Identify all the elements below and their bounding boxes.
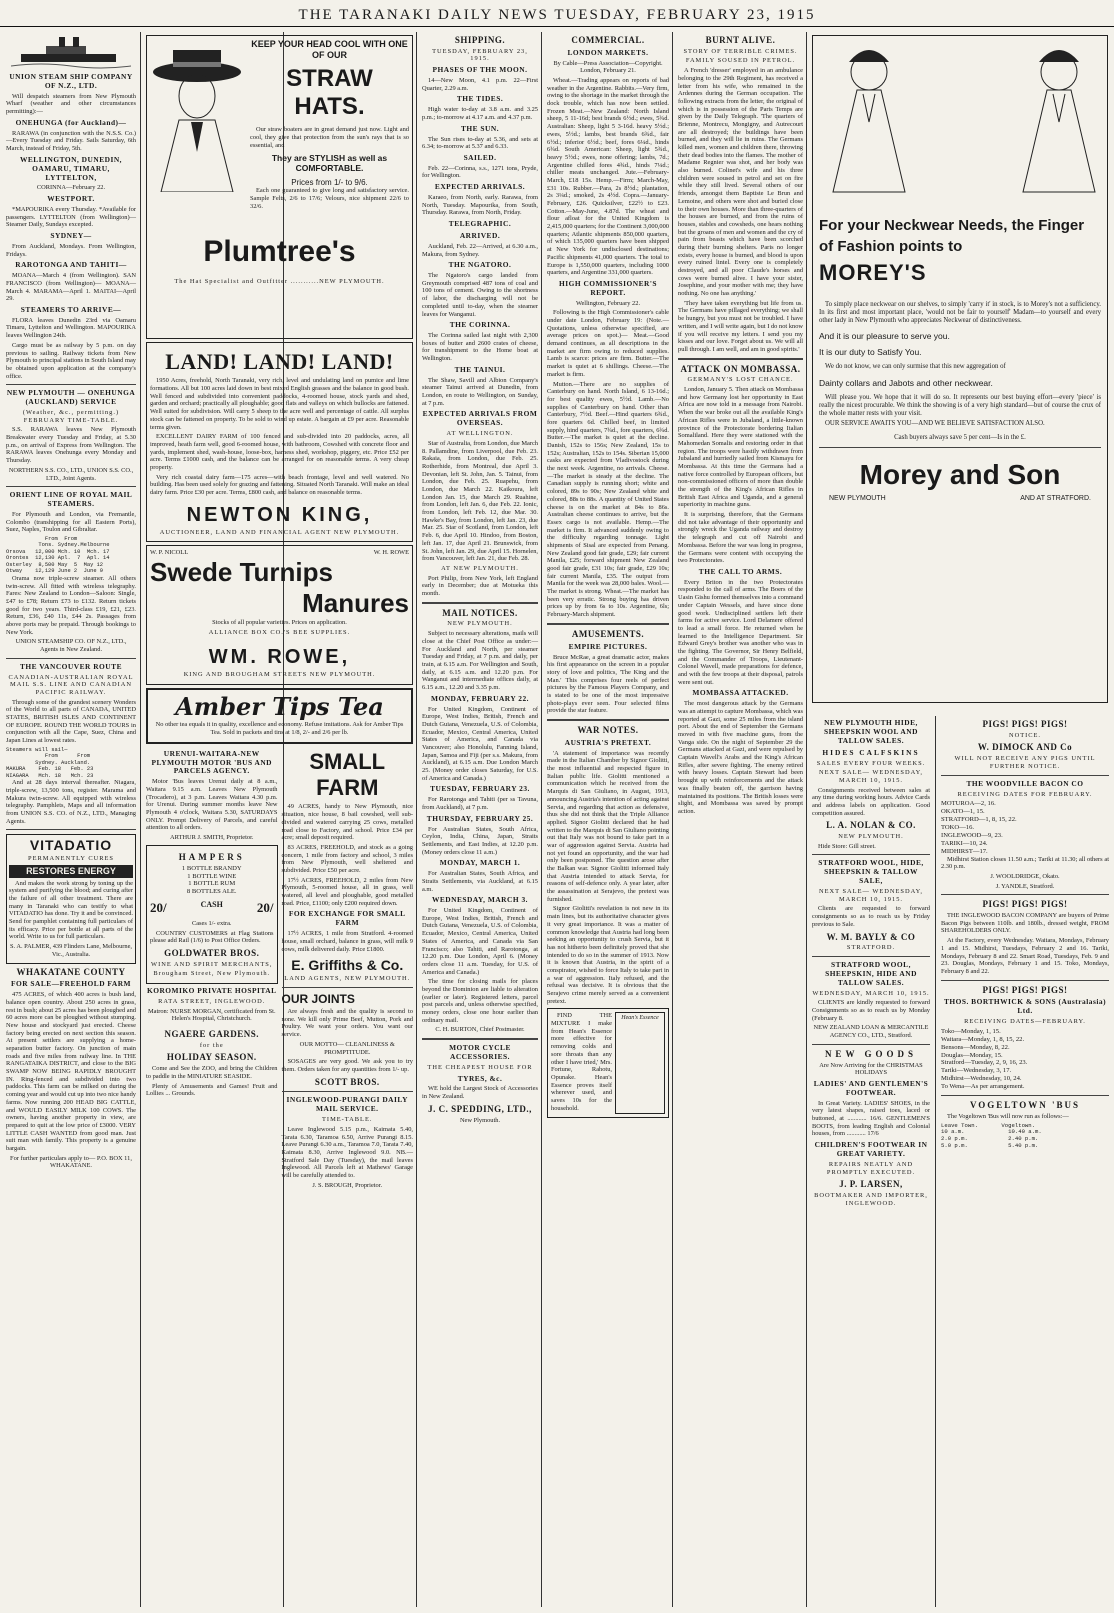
morey-new-plymouth: NEW PLYMOUTH <box>829 495 886 503</box>
cargo-text: Cargo must be as railway by 5 p.m. on day previous to sailing. Railway tickets from New Plymouth to principal stations in South Island may be obtained upon application at the company's office. <box>6 341 136 380</box>
divider <box>282 987 414 988</box>
divider <box>941 894 1109 895</box>
column-rule <box>935 716 936 1607</box>
austria-text2: Signor Giolitti's revelation is not new in its main lines, but its authoritative character gives it very great importance. It was a matter of common knowledge that Austria had long been seeking an opportunity to crush Servia, but it has not hitherto been definitely proved that she intended to do so in the summer of 1913. Now it is known that Austria, in the spirit of a conspirator, wished to force Italy to take part in a war of aggression. Italy refused, and the refusal was decisive. It is obvious that the Serajevo crime merely served as a convenient pretext. <box>547 905 669 1005</box>
nolan-title: L. A. NOLAN & CO. <box>826 820 916 831</box>
rarotonga-text: MOANA—March 4 (from Wellington). SAN FRANCISCO (from Wellington)— MOANA—March 4. MARAMA—April 1. MAITAI—April 29. <box>6 272 136 303</box>
bayly-address: STRATFORD. <box>846 944 896 952</box>
heans-essence-ad <box>547 1008 669 1118</box>
land-text3: Very rich coastal dairy farm—175 acres—with beach frontage, level and well watered. No building. Has been used solely for grazing and fattening. Situated North Taranaki. Will make an ideal dairy farm. Price £30 per acre. Terms, £800 cash, and balance on reasonable terms. <box>150 473 409 497</box>
divider <box>422 1038 538 1040</box>
sailed-heading: SAILED. <box>463 152 497 162</box>
whakatane-heading: WHAKATANE COUNTY <box>16 966 126 977</box>
ngaere-for: for the <box>199 1041 224 1049</box>
london-text: Wheat.—Trading appears on reports of bad weather in the Argentine. Rabbits.—Very firm, owing to the shortage in the market through the dock trouble, which has now been settled. Frozen Meat.—New Zealand: North Island sheep, 5 11-16d; best brands 6½d.; ewes, 5¾d. Australian: Sheep, light 5 3-16d. heavy 5½d.; ewes, 5½d.; lambs, best brands 6¾d., fair 6½d.; inferior 6½d.; beef, fores 6¼d., hinds 6¾d. South American: Sheep, light 5¾d., heavy 5½d.; ewes, none offering; lambs, 7d.; Argentine chilled fores 4¾d., hinds 7¼d.; chiller meats unchanged. Jute.—February-March, £18 15s. Hemp.—Firm; March-May, £31 10s. Rubber.—Para, 2s 8½d.; plantation, 2s 3¼d.; smoked, 2s 4½d. Copra.—January-February, £26. Quicksilver, £22½ to £23. Cotton.—May-June, 4.87d. The wheat and flour afloat for the United Kingdom is 2,415,000 quarters; for the Continent 3,000,000 quarters; Atlantic shipments 850,000 quarters, of which 135,000 quarters have been shipped at New York for undisclosed destinations; Pacific shipments 41,000 quarters. The total to Europe is 1,550,000 quarters, including 1000 quarters, and Argentine 331,000 quarters. <box>547 77 669 277</box>
wednesday-text: For United Kingdom, Continent of Europe, West Indies, British, French and Dutch Guiana, Venezuela, U.S. of Colombia, Ecuador, Mexico, Central America, United States of America, and Canada via San Francisco; also Tahiti, and Rarotonga, at 12.20 p.m. Due London, April 6. (Money orders close 11 a.m. Tuesday, for U.S. of America and Canada.) <box>422 907 538 976</box>
thursday-heading: THURSDAY, FEBRUARY 25. <box>426 813 534 823</box>
morey-name: MOREY'S <box>819 260 927 286</box>
column-rule <box>140 32 141 1607</box>
lower-ads <box>146 747 413 1192</box>
vitadatio-banner: RESTORES ENERGY <box>9 865 133 878</box>
straw-title: STRAW HATS. <box>286 64 373 121</box>
divider <box>547 719 669 721</box>
new-goods-sub: Are Now Arriving for the CHRISTMAS HOLIDAYS <box>819 1061 923 1077</box>
exchange-heading: FOR EXCHANGE FOR SMALL FARM <box>288 909 406 928</box>
ngaere-heading: NGAERE GARDENS. <box>164 1029 259 1039</box>
orient-heading: ORIENT LINE OF ROYAL MAIL STEAMERS. <box>9 490 133 509</box>
monday-text: For United Kingdom, Continent of Europe, West Indies, British, French and Dutch Guiana, Venezuela, U.S. of Colombia, Ecuador, Mexico, Central America, United States of America, and Canada via Vancouver; also Honolulu, Fanning Island, Japan, Samoa and Fiji (per s.s. Makura, from Auckland), at 6.15 a.m. Due London March 25. (Money order closes Saturday, for U.S. of America and Canada.) <box>422 705 538 782</box>
land-text: 1950 Acres, freehold, North Taranaki, very rich, level and undulating land on pumice and lime formations. All but 100 acres laid down in best mixed English grasses and the balance in good bush. Well fenced and subdivided into convenient paddocks, 4-roomed house, stock yards and shed, garden and orchard; practically all ploughable; good flats and valleys on which bullocks are fattened. Well suited for subdivision. Will carry 5 sheep to the acre well and percentage of cattle. All surplus stock can be fattened on property. To be sold to wind up estate. A bargain at £9 per acre. Reasonable terms given. <box>150 377 409 431</box>
notice-text: NOTICE. <box>1008 731 1042 739</box>
straw-hats-copy <box>250 39 409 210</box>
cases-text: Cases 1/- extra. <box>191 919 232 927</box>
high-commissioner-date: Wellington, February 22. <box>575 299 641 307</box>
divider <box>422 602 538 604</box>
nz-loan-text: NEW ZEALAND LOAN & MERCANTILE AGENCY CO., LTD., Stratford. <box>813 1024 929 1040</box>
brough-signature: J. S. BROUGH, Proprietor. <box>312 1181 383 1189</box>
union-text: Will despatch steamers from New Plymouth Wharf (weather and other circumstances permitting):— <box>6 92 136 116</box>
war-notes-heading: WAR NOTES. <box>577 725 639 736</box>
straw-text: Our straw boaters are in great demand just now. Light and cool, they give that protection from the sun's rays that is so essential, and <box>250 126 409 149</box>
spedding-title: J. C. SPEDDING, LTD., <box>428 1103 532 1114</box>
morey-text: To simply place neckwear on our shelves, to simply 'carry it' in stock, is to Morey's not a sufficiency. In its first and most important place, 'would not be fair to yourself' Madam—to yourself and every other lady in New Plymouth who appreciates Neckwear of distinctiveness. <box>819 300 1101 324</box>
matron-text: Matron: NURSE MORGAN, certificated from St. Helen's Hospital, Christchurch. <box>147 1007 276 1023</box>
column-shipping-news <box>418 32 542 1609</box>
shipping-heading: SHIPPING. <box>454 35 506 45</box>
vancouver-text2: And at 28 days interval thereafter. Niagara, triple-screw, 13,500 tons, register. Marama and Makura twin-screw. All equipped with wireless telegraphy. Pamphlets, Maps and all information from UNION S.S. CO. of N.Z., LTD., Managing Agents. <box>6 779 136 825</box>
land-ad <box>146 342 413 542</box>
borthwick-sub: RECEIVING DATES—FEBRUARY. <box>964 1018 1086 1026</box>
burnt-heading: BURNT ALIVE. <box>705 35 776 45</box>
rowe-title: WM. ROWE, <box>208 645 351 668</box>
straw-price: Prices from 1/- to 9/6. <box>291 177 368 187</box>
vancouver-sub: CANADIAN-AUSTRALIAN ROYAL MAIL S.S. LINE AND CANADIAN PACIFIC RAILWAY. <box>8 673 134 697</box>
onehunga-service-sub: (Weather, &c., permitting.) FEBRUARY TIME-TABLE. <box>22 409 120 424</box>
alliance-text: ALLIANCE BOX CO.'S BEE SUPPLIES. <box>208 629 351 637</box>
column-pigs-ads <box>937 716 1113 1609</box>
onehunga-service-text: S.S. RARAWA leaves New Plymouth Breakwater every Tuesday and Friday, at 5.30 p.m., on arrival of Express from Wellington. The RARAWA leaves Onehunga every Monday and Thursday. <box>6 426 136 465</box>
sydney-text: From Auckland, Mondays. From Wellington, Fridays. <box>6 242 136 258</box>
scott-bros: SCOTT BROS. <box>314 1076 380 1087</box>
land-text2: EXCELLENT DAIRY FARM of 100 fenced and sub-divided into 20 paddocks, acres, all improved, heath farm well, good 6-roomed house, with bathroom, Cowshed with concrete floor and yards, implement shed, wash-house, loose-box, harness shed, workshop, piggery, etc. Price £52 per acre. Terms £1000 cash, and the balance can be arranged for on reasonable terms. A very cheap property. <box>150 433 409 471</box>
newton-king-sub: AUCTIONEER, LAND AND FINANCIAL AGENT NEW PLYMOUTH. <box>159 528 400 536</box>
inglewood-bacon-text: THE INGLEWOOD BACON COMPANY are buyers of Prime Bacon Pigs between 110lb. and 180lb., dressed weight, FROM SHAREHOLDERS ONLY. <box>941 912 1109 935</box>
hamper-list: 1 BOTTLE BRANDY 1 BOTTLE WINE 1 BOTTLE RUM 8 BOTTLES ALE. <box>181 864 242 896</box>
hide-sales-frequency: SALES EVERY FOUR WEEKS. <box>816 759 926 767</box>
thursday-text: For Australian States, South Africa, Ceylon, India, China, Japan, Straits Settlements, and East Indies, at 12.20 p.m. (Money orders close 11 a.m.) <box>422 825 538 856</box>
lower-ads-right <box>282 747 414 1192</box>
price-right: 20/ <box>256 900 274 916</box>
london-heading: LONDON MARKETS. <box>567 47 649 57</box>
stratford-text: Clients are requested to forward consignments so as to reach us by Friday previous to Sale. <box>812 905 930 928</box>
vogeltown-table: Leave Town. Vogeltown. 10 a.m. 10.40 a.m. 2.0 p.m. 2.40 p.m. 5.0 p.m. 5.40 p.m. <box>941 1121 1042 1149</box>
goldwater-sub: WINE AND SPIRIT MERCHANTS, <box>151 960 273 968</box>
arrived-heading: ARRIVED. <box>459 230 501 240</box>
vitadatio-text: And makes the work strong by toning up the system and purifying the blood; and curing after the failure of all other treatment. There are many in Taranaki who can testify to what VITADATIO has done. Try it and be convinced. Send for pamphlet containing full particulars of its efficacy. Price per bottle at all parts of the world. Write to us for full particulars. <box>9 879 133 941</box>
inglewood-sub: TIME-TABLE. <box>322 1116 373 1124</box>
holiday-heading: HOLIDAY SEASON. <box>166 1052 257 1063</box>
mombasa-text: London, January 5. Then attack on Mombassa and how Germany lost her opportunity in East Africa are now told in a message from Nairobi. When the war broke out all the available King's African Rifles were in Jubaland, a little-known province of the Protectorate bordering Italian Somaliland. Here they were stationed with the Mahomedan Somalis and restoring order in that region. The troops were hastily withdrawn from Jubaland and hurriedly sailed from Kismayu for Mombassa. At this time the Germans had a native force controlled by European officers, but non-commissioned officers of more than double the strength of the King's African Rifles in British East Africa and Uganda, and a general superiority in machine guns. <box>678 386 803 509</box>
mombasa-heading: ATTACK ON MOMBASSA. <box>680 363 801 374</box>
sailed-text: Feb. 22—Corinna, s.s., 1271 tons, Pryde, for Wellington. <box>422 164 538 180</box>
morey-pleasure: And it is our pleasure to serve you. <box>819 331 950 342</box>
morey-ad <box>808 32 1112 712</box>
tides-text: High water to-day at 3.8 a.m. and 3.25 p.m.; to-morrow at 4.17 a.m. and 4.37 p.m. <box>422 106 538 121</box>
straw-fit: Each one guaranteed to give long and satisfactory service. Sample Felts, 2/6 to 17/6; Velours, nice shipment 22/6 to 32/6. <box>250 187 409 210</box>
hide-text: Consignments received between sales at any time during working hours. Advice Cards and address labels on application. Good competition assured. <box>812 786 930 817</box>
children-footwear: CHILDREN'S FOOTWEAR IN GREAT VARIETY. <box>814 1140 928 1159</box>
joints-text: Are always fresh and the quality is second to none. We kill only Prime Beef, Mutton, Pork and Poultry. We want your orders. You want our service. <box>281 1008 413 1039</box>
motor-tyres: TYRES, &c. <box>457 1073 503 1083</box>
nolan-store: Hide Store: Gill street. <box>818 842 876 850</box>
motor-text: WE hold the Largest Stock of Accessories in New Zealand. <box>422 1085 538 1101</box>
tides-heading: THE TIDES. <box>456 94 504 104</box>
union-heading: UNION STEAM SHIP COMPANY OF N.Z., LTD. <box>9 72 133 90</box>
stratford-sale-heading: STRATFORD WOOL, HIDE, SHEEPSKIN & TALLOW SALE, <box>818 858 924 886</box>
morey-service: OUR SERVICE AWAITS YOU—AND WE BELIEVE SATISFACTION ALSO. <box>825 420 1045 428</box>
wednesday-heading: WEDNESDAY, MARCH 3. <box>431 895 528 905</box>
hides-calfskins: HIDES CALFSKINS <box>822 747 920 757</box>
motto-text: OUR MOTTO— CLEANLINESS & PROMPTITUDE. <box>299 1040 395 1056</box>
goldwater-address: Brougham Street, New Plymouth. <box>153 970 271 978</box>
divider <box>941 775 1109 776</box>
vitadatio-sub: PERMANENTLY CURES <box>28 855 114 863</box>
mombasa-sub: GERMANY'S LOST CHANCE. <box>687 376 794 384</box>
motor-heading: MOTOR CYCLE ACCESSORIES. <box>449 1043 511 1061</box>
larsen-title: J. P. LARSEN, <box>839 1179 903 1190</box>
corinna-text: The Corinna sailed last night with 2,300 boxes of butter and 2600 crates of cheese, for transhipment to the Home boat at Wellington. <box>422 332 538 363</box>
rowe-ad <box>146 545 413 684</box>
stratford-wool-text: CLIENTS are kindly requested to forward Consignments so as to reach us by Monday (February 8. <box>812 999 930 1022</box>
moon-heading: PHASES OF THE MOON. <box>432 65 528 75</box>
wellington-text: CORINNA—February 22. <box>36 184 106 192</box>
rarotonga-heading: RAROTONGA AND TAHITI— <box>15 260 127 270</box>
griffiths-sub: LAND AGENTS, NEW PLYMOUTH. <box>284 975 411 983</box>
lower-ads-left <box>146 747 278 1192</box>
goldwater-title: GOLDWATER BROS. <box>164 947 260 958</box>
onehunga-heading: ONEHUNGA (for Auckland)— <box>15 117 127 127</box>
empire-text: Bruce McRae, a great dramatic actor, makes his first appearance on the screen in a popular story of love and politics, 'The King and the Man.' This comprises four reels of perfect pictures by the Famous Players Company, and is stated to be one of the most impressive photo-plays ever seen. Four selected films provide the star feature. <box>547 653 669 715</box>
small-farm-17: 17½ ACRES, FREEHOLD, 2 miles from New Plymouth, 5-roomed house, all in grass, well watered, all level and ploughable, good metalled road. Price, £1100; only £200 required down. <box>281 876 413 907</box>
borthwick-list: Toko—Monday, 1, 15. Waitara—Monday, 1, 8, 15, 22. Bensons—Monday, 8, 22. Douglas—Monday, 15. Stratford—Tuesday, 2, 9, 16, 23. Tariki—Wednesday, 3, 17. Midhirst—Wednesday, 10, 24. To Wena—As per arrangement. <box>941 1027 1028 1091</box>
column-advertisements <box>142 32 417 1609</box>
london-cable: By Cable—Press Association—Copyright. London, February 21. <box>553 59 663 75</box>
vogeltown-heading: VOGELTOWN 'BUS <box>969 1100 1081 1111</box>
bayly-title: W. M. BAYLY & CO <box>826 931 916 942</box>
westport-text: *MAPOURIKA every Thursday. *Available for passengers. LYTTELTON (from Wellington)— Steamer Daily, Sundays excepted. <box>6 205 136 229</box>
morey-stratford: AND AT STRATFORD. <box>1020 495 1091 503</box>
pigs-heading: PIGS! PIGS! PIGS! <box>982 719 1068 729</box>
small-farm-83: 83 ACRES, FREEHOLD, and stock as a going concern, 1 mile from factory and school, 3 miles from New Plymouth, well sheltered and subdivided. Price £50 per acre. <box>281 843 413 874</box>
burnt-text2: 'They have taken everything but life from us. The Germans have pillaged everything; we shall be hungry, but you must not be troubled. I have written, and I will write again, but I do not know if you will receive my letters. I send you my kisses and our love. Forget about us. We will all pull through. I am well, and am in good spirits.' <box>678 299 803 353</box>
shipping-date: TUESDAY, FEBRUARY 23, 1915. <box>432 47 528 63</box>
inglewood-bacon-list: At the Factory, every Wednesday. Waitara, Mondays, February 1 and 15. Midhirst, Tuesdays, February 2 and 16. Tariki, Mondays, February 8 and 22. Smart Road, Tuesdays, Feb. 9 and 23. Douglas, Mondays, February 1 and 15. Toko, Mondays, February 8 and 22. <box>941 937 1109 975</box>
expected-heading: EXPECTED ARRIVALS. <box>434 182 526 192</box>
footwear-text: In Great Variety. LADIES' SHOES, in the very latest shapes, raised toes, laced or buttoned, at ............ 16/6. GENTLEMEN'S BOOTS, from leading English and Colonial houses, from ............ 17/6 <box>812 1099 930 1138</box>
urenui-text: Motor 'Bus leaves Urenui daily at 8 a.m., Waitara 9.15 a.m. Leaves New Plymouth (Trocadero), at 3 p.m. Leaves Waitara 4.30 p.m. for Urenui. During summer months leave New Plymouth 4 o'clock, Waitara 5.30, SATURDAYS ONLY. Prompt Delivery of Parcels, and careful attention to all orders. <box>146 778 278 832</box>
vitadatio-title: VITADATIO <box>29 837 113 854</box>
divider <box>547 623 669 625</box>
woodville-list: MOTUROA—2, 16. OKATO—1, 15. STRATFORD—1, 8, 15, 22. TOKO—16. INGLEWOOD—9, 23. TARIKI—10, 24. MIDHIRST—17. <box>941 800 1017 855</box>
post-text: The time for closing mails for places beyond the Dominion are liable to alteration (earlier or later). Registered letters, parcel post parcels and, unless otherwise specified, money orders, close one hour earlier than ordinary mail. <box>422 978 538 1024</box>
amber-tips-ad <box>146 688 413 744</box>
arrived-text: Auckland, Feb. 22—Arrived, at 6.30 a.m., Makura, from Sydney. <box>422 242 538 258</box>
burnt-sub2: FAMILY SOUSED IN PETROL. <box>685 57 796 65</box>
sun-heading: THE SUN. <box>460 123 500 133</box>
divider <box>6 658 136 659</box>
exchange-text: 17½ ACRES, 1 mile from Stratford. 4-roomed house, small orchard, balance in grass, will milk 9 cows, milk delivered daily. Price £1800. <box>281 930 413 953</box>
newton-king-title: NEWTON KING, <box>186 503 373 526</box>
sydney-heading: SYDNEY— <box>50 231 92 240</box>
woodville-title: THE WOODVILLE BACON CO <box>966 778 1084 788</box>
mombasa-attacked-heading: MOMBASSA ATTACKED. <box>692 688 789 698</box>
mail-heading: MAIL NOTICES. <box>442 607 518 618</box>
motor-sub: THE CHEAPEST HOUSE FOR <box>427 1063 533 1071</box>
column-shipping-ads <box>2 32 140 1609</box>
burnt-text: A French 'dresser' employed in an ambulance belonging to the 29th Regiment, has received a letter from his wife, who remained in the Ardennes during the German occupation. The following extracts from the letter, the original of which is in possession of the Paris Temps are given by the Daily Telegraph. 'The quarters of Brienne, Montrecu, Mongigny, and Autrecourt are all destroyed; the buildings have been burned, and they will lie in ruins. The Germans killed men, women and children there, throwing their dead bodies into the flames. The mother of Madame Regnier was shot, and her body was also burned. Colinet's wife and his three children were soused in petrol and set on fire while they still lived. Several others of our friends, amongst them Baptiste Le Brun and Lemoine, and others were shot and buried close to their own houses. More than three-quarters of the houses are burned, and from the ruins of houses, stables and cowsheds, one hears nothing but the groans of men and women and the cry of pain from beasts which have been scorched during their burning shelters. Paris no longer exists, every house is burned, and blood is upon every ruined lintel. Every one is completely destroyed, and all poor Claude's horses and cows were burned alive. I have your sister, Josephine, and your mother with me; they have nothing. No one has anything.' <box>678 67 803 298</box>
mail-sub: NEW PLYMOUTH. <box>447 620 513 628</box>
monday-heading: MONDAY, FEBRUARY 22. <box>430 693 530 703</box>
ngatoro-text: The Ngatoro's cargo landed from Greymouth comprised 487 tons of coal and 100 tons of cement. Owing to the shortness of labor, the discharging will not be completed until to-day, when the steamer leaves for Wanganui. <box>422 272 538 318</box>
mail-text: Subject to necessary alterations, mails will close at the Chief Post Office as under:— For Auckland and North, per steamer Tuesday and Friday, at 7 p.m. and daily, per train, at 6.15 a.m. For Wellington and South, daily, at 6.15 a.m. and 12.20 p.m. For Wanganui and intermediate offices daily, at 6.15 a.m., 12.20 and 3.35 p.m. <box>422 630 538 691</box>
amber-title: Amber Tips Tea <box>175 691 384 721</box>
new-plymouth-arrivals-text: Port Philip, from New York, left England early in December; due at Motueka this month. <box>422 574 538 597</box>
woodville-text: Midhirst Station closes 11.50 a.m.; Tariki at 11.30; all others at 2.30 p.m. <box>941 855 1109 871</box>
divider <box>941 980 1109 981</box>
rowe-names <box>150 549 409 557</box>
austria-heading: AUSTRIA'S PRETEXT. <box>564 737 652 747</box>
morey-dainty: Dainty collars and Jabots and other neckwear. <box>819 377 993 388</box>
stratford-wool-heading: STRATFORD WOOL, SHEEPSKIN, HIDE AND TALLOW SALES. <box>825 960 917 987</box>
heans-box: Hean's Essence <box>615 1012 665 1114</box>
column-commercial <box>543 32 673 1609</box>
repairs-text: REPAIRS NEATLY AND PROMPTLY EXECUTED. <box>826 1160 916 1176</box>
new-goods-heading: NEW GOODS <box>824 1048 918 1059</box>
hampers-title: HAMPERS <box>178 851 245 862</box>
orient-agents: UNION STEAMSHIP CO. OF N.Z., LTD., Agents in New Zealand. <box>15 638 127 654</box>
orient-table: From From Tons. Sydney.Melbourne Orsova 12,000 Mch. 10 Mch. 17 Orontes 12,130 Apl. 7 Apl. 14 Osterley 8,500 May 5 May 12 Otway 12,129 June 2 June 9 <box>6 536 110 575</box>
column-sales-ads <box>808 716 934 1609</box>
heans-copy <box>551 1012 612 1114</box>
divider <box>819 447 1101 448</box>
orient-text2: Orama now triple-screw steamer. All others twin-screw. All fitted with wireless telegraphy. Fares: New Zealand to London—Saloon: Single, £47 to £78; Return £73 to £132. Return tickets good for two years. Third-class £19, £21, £23. Return, £36, £40 11s, £44 2s. Passages from above ports may be prepaid. Through bookings to New York. <box>6 574 136 636</box>
call-to-arms-heading: THE CALL TO ARMS. <box>698 566 783 576</box>
inglewood-heading: INGLEWOOD-PURANGI DAILY MAIL SERVICE. <box>286 1095 408 1114</box>
vitadatio-address: S. A. PALMER, 439 Flinders Lane, Melbourne, Vic., Australia. <box>9 943 133 958</box>
divider <box>282 1091 414 1092</box>
inglewood-text: Leave Inglewood 5.15 p.m., Kaimata 5.40, Tarata 6.30, Taramoa 6.50, Arrive Purangi 8.15. Leave Purangi 6.30 a.m., Taramoa 7.0, Tarata 7.40, Kaimata 8.30, Arrive Inglewood 9.0. NB.—Stratford Sale Day (Tuesday), the mail leaves Inglewood. All Parcels left at Mathews' Garage will be carefully attended to. <box>281 1125 413 1179</box>
footwear-heading: LADIES' AND GENTLEMEN'S FOOTWEAR. <box>813 1078 929 1097</box>
small-farm-title: SMALL FARM <box>309 748 386 801</box>
divider <box>941 1095 1109 1096</box>
call-to-arms-text: Every Briton in the two Protectorates responded to the call of arms. The Boers of the Uasin Gishu formed themselves into a command under Captain Wessels, and have since done good work. Undisciplined settlers left their farms for active service. Lord Delamere offered to lead a small force. He returned when he learned to the Intelligence Department. Sir Edward Grey's brother was another who was in the fighting. The Governor, Sir Henry Belfield, and the Commander of Troops, Lieutenant-Colonel Wavell, made preparations for defence, and with the few troops at their disposal, patrols were sent out. <box>678 578 803 686</box>
pigs-heading-3: PIGS! PIGS! PIGS! <box>982 984 1068 995</box>
moon-text: 14—New Moon, 4.1 p.m. 22—First Quarter, 2.29 a.m. <box>422 77 538 92</box>
empire-heading: EMPIRE PICTURES. <box>568 641 648 651</box>
vancouver-text: Through some of the grandest scenery Wonders of the World to all parts of CANADA, UNITED STATES, BRITISH ISLES AND CONTINENT OF EUROPE. ROUND THE WORLD TOURS in conjunction with all the Cape, Suez, China and Japan Lines at lowest rates. <box>6 698 136 745</box>
ngatoro-heading: THE NGATORO. <box>448 260 512 270</box>
ngaere-text2: Plenty of Amusements and Games! Fruit and Lollies ... Grounds. <box>146 1082 278 1098</box>
wellington-heading: WELLINGTON, DUNEDIN, OAMARU, TIMARU, LYTTELTON, <box>19 154 123 182</box>
amusements-heading: AMUSEMENTS. <box>571 628 645 639</box>
morey-text2: We do not know, we can only surmise that this new aggregation of <box>825 363 1006 371</box>
orient-text: For Plymouth and London, via Fremantle, Colombo (transhipping for all Eastern Ports), Suez, Naples, Toulon and Gibraltar. <box>6 510 136 534</box>
joints-title: OUR JOINTS <box>281 991 355 1006</box>
column-war-news <box>674 32 807 1609</box>
overseas-heading: EXPECTED ARRIVALS FROM OVERSEAS. <box>422 409 538 428</box>
nicoll-name: W. P. NICOLL <box>150 549 189 557</box>
woodville-sub: RECEIVING DATES FOR FEBRUARY. <box>957 790 1093 798</box>
land-title: LAND! LAND! LAND! <box>165 349 394 374</box>
high-commissioner-text: Following is the High Commissioner's cable under date London, February 19: (Note.—Quotations, unless otherwise specified, are average prices on spot.)— Meat.—Good demand continues, as all descriptions in the market are firm owing to reduced supplies. Lamb is scarce: prices are firm. Butter.—The market is quiet at 6 shillings. Cheese.—The market is firm. <box>547 309 669 378</box>
dimock-title: W. DIMOCK AND Co <box>977 742 1073 753</box>
new-plymouth-arrivals-sub: AT NEW PLYMOUTH. <box>441 564 519 572</box>
divider <box>6 384 136 385</box>
rowe-sub: KING AND BROUGHAM STREETS NEW PLYMOUTH. <box>183 670 376 678</box>
morey-locations <box>819 495 1101 503</box>
dimock-text: WILL NOT RECEIVE ANY PIGS UNTIL FURTHER NOTICE. <box>954 755 1096 770</box>
corinna-heading: THE CORINNA. <box>449 320 511 330</box>
koromiko-address: RATA STREET, INGLEWOOD. <box>158 997 266 1005</box>
country-text: COUNTRY CUSTOMERS at Flag Stations please add Rail (1/6) to Post Office Orders. <box>150 929 274 945</box>
plumtree-title: Plumtree's <box>203 235 356 269</box>
overseas-text: Star of Australia, from London, due March 8. Pallamdine, from Liverpool, due Feb. 23. Rakaia, from London, due Feb. 25. Rotherhide, from Montreal, due April 3. Devonian, left St. John, Jan. 5. Tainui, from London, due Feb. 25. Ruapehu, from London, due March 22. Kaikoura, left London Jan. 15, due March 29. Ruahine, from London, left Jan. 6, due Feb. 22. Ionic, from London, left Feb. 12, due Mar. 30. Hawke's Bay, from London, left Jan. 23, due Mar. 25. Star of Scotland, from London, left Feb. 6, due April 10. Hindoo, from Boston, left Jan. 17, due April 21. Brunswick, from St. John, left Jan. 29, due April 15. Hornelen, from Vancouver, left Jan. 21, due Feb. 28. <box>422 439 538 563</box>
price-left: 20/ <box>150 900 167 916</box>
morey-cash: Cash buyers always save 5 per cent—Is in the £. <box>894 434 1026 442</box>
yandle: J. YANDLE, Stratford. <box>995 882 1055 890</box>
burnt-sub: STORY OF TERRIBLE CRIMES. <box>683 47 798 55</box>
telegraphic-heading: TELEGRAPHIC. <box>448 219 512 229</box>
steamship-icon <box>11 34 131 70</box>
nolan-address: NEW PLYMOUTH. <box>838 833 904 841</box>
borthwick-title: THOS. BORTHWICK & SONS (Australasia) Ltd. <box>943 997 1107 1016</box>
morey-duty: It is our duty to Satisfy You. <box>819 347 922 358</box>
westport-heading: WESTPORT. <box>47 194 95 204</box>
monday-march-heading: MONDAY, MARCH 1. <box>439 858 521 868</box>
straw-hats-ad <box>146 35 413 339</box>
hampers-ad <box>146 845 278 984</box>
masthead: THE TARANAKI DAILY NEWS TUESDAY, FEBRUARY 23, 1915 <box>0 6 1114 27</box>
koromiko-heading: KOROMIKO PRIVATE HOSPITAL <box>146 986 277 996</box>
morey-text3: Will please you. We hope that it will do so. It represents our best buying effort—every 'piece' is really the nicest procurable. We think the showing is of a very high standard—but of course the crux of the whole matter rests with your visit. <box>819 393 1101 418</box>
plumtree-sub: The Hat Specialist and Outfitter ...........NEW PLYMOUTH. <box>174 278 385 286</box>
high-commissioner-text2: Mutton.—There are no supplies of Canterbury on hand. North Island, 6 13-16d.; for best quality ewes, 5½d. Lamb.—No supplies of Canterbury on hand. Other than Canterbury, 7½d. Beef.—Hind quarters 6¾d., fore quarters 6d. Chilled beef, in limited supply, hind quarters, 7¾d., fore quarters, 6¾d. Butter.—The market is quiet at the decline. Danish, 152s to 156s; New Zealand, 15s to 152s; Australian, 152s to 154s. Siberian 15,000 casks are expected from Vladivostock during the next week. Argentine, no arrivals. Cheese.—The market is steady at the decline. The Canadian supply is running short; white and colored, 89s to 90s; New Zealand white and colored, 88s to 88s. A quantity of United States cheese is on the market at 84s to 86s. Australian cheese continues to arrive, but the Essex cargo is not available. Hemp.—The market is firm. It advanced suddenly owing to the difficulty regarding tonnage. Light shipments of Sisal are expected from Penang. New Zealand good fair grade, £29; fair current Manila, £25; forward shipment New Zealand good fair grade, £31 10s; fair grade, £29 10s; fair current Manila, £35. The output from Manila for the week was 28,000 bales. Wool.—The market is strong. Wheat.—The market has been very erratic. Strong buying has driven prices up by from 6s to 10s. Argentine, 6ls; February-March shipment. <box>547 380 669 619</box>
steamers-arrive-text: FLORA leaves Dunedin 23rd via Oamaru Timaru, Lyttelton and Wellington. MAPOURIKA leaves Wellington 24th. <box>6 316 136 340</box>
price-cash: CASH <box>200 900 223 910</box>
hide-next-sale: NEXT SALE— WEDNESDAY, MARCH 10, 1915. <box>818 769 924 784</box>
tuesday-heading: TUESDAY, FEBRUARY 23. <box>430 784 530 794</box>
man-in-hat-illustration <box>151 42 243 192</box>
tuesday-text: For Rarotonga and Tahiti (per ss Tavuna, from Auckland), at 7 p.m. <box>422 796 538 811</box>
expected-text: Karaeo, from North, early. Rarawa, from North, Tuesday. Mapourika, from South, Thursday. Rarawa, from North, Friday. <box>422 194 538 217</box>
onehunga-agents: NORTHERN S.S. CO., LTD., UNION S.S. CO., LTD., Joint Agents. <box>8 466 134 482</box>
morey-lead: For your Neckwear Needs, the Finger of Fashion points to <box>819 216 1085 256</box>
commercial-heading: COMMERCIAL. <box>571 35 645 45</box>
sausages-text: SOSAGES are very good. We ask you to try them. Orders taken for any quantities from 1/- up. <box>281 1058 413 1073</box>
vitadatio-ad <box>6 834 136 963</box>
griffiths-title: E. Griffiths & Co. <box>291 957 404 974</box>
mombasa-attacked-text: The most dangerous attack by the Germans was an attempt to capture Mombassa, which was reported at Gazi, some 25 miles from the island port. About the end of September the Germans moved in with five machine guns, from the Vanga side. On the night of September 29 the Germans attacked at Gazi, and were repulsed by Captain Wavell's Arabs and the King's African Rifles, after severe fighting. The enemy retired with heavy losses. Captain Stewart had been brought up with reinforcements and the attack was finally beaten off, the garrison having maintained its positions. The British losses were slight, and Mombassa was saved by prompt action. <box>678 700 803 815</box>
mombasa-text2: It is surprising, therefore, that the Germans did not take advantage of their opportunity and strongly wreck the Uganda railway and destroy the telegraph and cut off Nairobi and Mombassa. Before the war was long in progress, the Germans were content with occupying the two Protectorates. <box>678 511 803 565</box>
tainui-heading: THE TAINUI. <box>454 364 506 374</box>
stratford-wool-date: WEDNESDAY, MARCH 10, 1915. <box>812 989 930 997</box>
straw-lead: KEEP YOUR HEAD COOL WITH ONE OF OUR <box>251 39 408 60</box>
morey-son-title: Morey and Son <box>859 458 1061 490</box>
sun-text: The Sun rises to-day at 5.36, and sets at 6.34; to-morrow at 5.37 and 6.33. <box>422 135 538 151</box>
hamper-price <box>150 900 274 916</box>
swede-text: Stocks of all popular varieties. Prices on application. <box>212 619 347 627</box>
straw-stylish: They are STYLISH as well as COMFORTABLE. <box>271 153 388 174</box>
swede-title: Swede Turnips <box>150 557 333 588</box>
postmaster-signature: C. H. BURTON, Chief Postmaster. <box>435 1026 525 1034</box>
vancouver-heading: THE VANCOUVER ROUTE <box>19 661 123 671</box>
rowe-name: W. H. ROWE <box>373 549 409 557</box>
divider <box>812 854 930 855</box>
urenui-signature: ARTHUR J. SMITH, Proprietor. <box>170 834 254 842</box>
tainui-text: The Shaw, Savill and Albion Company's steamer Tainui arrived at Dunedin, from London, en route to Wellington, on Sunday, at 7 p.m. <box>422 376 538 407</box>
vancouver-table: Steamers will sail— From From Sydney. Auckland. MAKURA Feb. 18 Feb. 23 NIAGARA Mch. 18 Mch. 23 <box>6 746 94 779</box>
divider <box>6 486 136 487</box>
urenui-heading: URENUI-WAITARA-NEW PLYMOUTH MOTOR 'BUS AND PARCELS AGENCY. <box>151 748 273 776</box>
heans-text: FIND THE MIXTURE I make from Hean's Essence more effective for removing colds and sore throats than any other I have tried,' Mrs. Fortune, Rahotu, Opunake. Hean's Essence proves itself wherever used, and saves 10s for the household. <box>551 1012 612 1112</box>
spedding-address: New Plymouth. <box>459 1116 501 1124</box>
onehunga-text: RARAWA (in conjunction with the N.S.S. Co.)—Every Tuesday and Friday. Sails Saturday, 6th March, instead of Friday, 5th. <box>6 129 136 153</box>
austria-text: 'A statement of importance was recently made in the Italian Chamber by Signor Giolitti, the most influential and respected figure in Italian public life. Giolitti mentioned a communication which he received from the Marquis di San Giuliano, in August, 1913, announcing Austria's intention of acting against Servia, and regarding that action as defensive, thus she did not think that the Triple Alliance applied. Signor Giolitti declared that he had written to the Marquis di San Giuliano pointing out that Italy was not bound to take part in a war of aggression against Servia. Austria had not yet found an opportunity, and the war had only been postponed. The question arose after the Balkan war. Signor Giolitti informed Italy that Austria intended to attack Servia, for reasons of self-defence only. A year later, after the assassination at Serajevo, the pretext was furnished. <box>547 749 669 903</box>
wooldridge: J. WOOLDRIDGE, Okato. <box>990 872 1060 880</box>
monday-march-text: For Australian States, South Africa, and Straits Settlements, via Auckland, at 6.15 a.m. <box>422 870 538 893</box>
larsen-address: BOOTMAKER AND IMPORTER, INGLEWOOD. <box>814 1192 928 1207</box>
divider <box>812 956 930 957</box>
divider <box>6 829 136 830</box>
ladies-neckwear-illustration <box>819 42 1109 202</box>
stratford-next-sale: NEXT SALE— WEDNESDAY, MARCH 10, 1915. <box>818 888 924 903</box>
morey-box <box>812 35 1108 703</box>
manures-title: Manures <box>302 588 409 619</box>
high-commissioner-heading: HIGH COMMISSIONER'S REPORT. <box>559 278 657 297</box>
divider <box>812 1044 930 1045</box>
pigs-heading-2: PIGS! PIGS! PIGS! <box>982 899 1068 910</box>
onehunga-service-heading: NEW PLYMOUTH — ONEHUNGA (AUCKLAND) SERVICE <box>6 388 136 407</box>
small-farm-49: 49 ACRES, handy to New Plymouth, nice situation, nice house, 8 bail cowshed, well sub-divided and watered carrying 25 cows, metalled road close to Factory, and school. Price £34 per acre; small deposit required. <box>281 803 413 842</box>
divider <box>678 358 803 360</box>
whakatane-contact: For further particulars apply to— P.O. BOX 11, WHAKATANE. <box>10 1154 132 1170</box>
steamers-arrive-heading: STEAMERS TO ARRIVE— <box>20 304 122 314</box>
amber-text: No other tea equals it in quality, excellence and economy. Refuse imitations. Ask for Amber Tips Tea. Sold in packets and tins at 1/8, 2/- and 2/6 per lb. <box>155 721 404 736</box>
whakatane-sub: FOR SALE—FREEHOLD FARM <box>10 979 132 989</box>
hide-sales-heading: NEW PLYMOUTH HIDE, SHEEPSKIN WOOL AND TALLOW SALES. <box>824 718 918 745</box>
overseas-sub: AT WELLINGTON. <box>446 430 514 438</box>
whakatane-text: 475 ACRES, of which 400 acres is bush land, balance open country. About 250 acres in grass, rest in bush; about 25 acres has been ploughed and 60 acres more can be ploughed without stumping. New house and stockyard just erected. Cheese factory being erected on next section this season. At present settlers are supplying a home-separation butter factory. On junction of main roads and five miles from railway line. In THE RANGATAIKA DISTRICT, and close to the BIG SWAMP NOW BEING RAPIDLY BROUGHT IN. Ring-fenced and subdivided into two paddocks. This farm can be milked on during the coming year and would cut up into two nice handy farms. Now running 200 HEAD BIG CATTLE, and WOULD EASILY MILK 100 COWS. The owners, having another property in view, are prepared to quit at the low price of £3000. VERY LITTLE CASH WANTED from good man. Just suit man with family. This property is a genuine bargain. <box>6 991 136 1152</box>
ngaere-text: Come and See the ZOO, and bring the Children to paddle in the MINIATURE SEASIDE. <box>146 1065 278 1080</box>
vogeltown-text: The Vogeltown 'Bus will now run as follows:— <box>947 1112 1069 1120</box>
